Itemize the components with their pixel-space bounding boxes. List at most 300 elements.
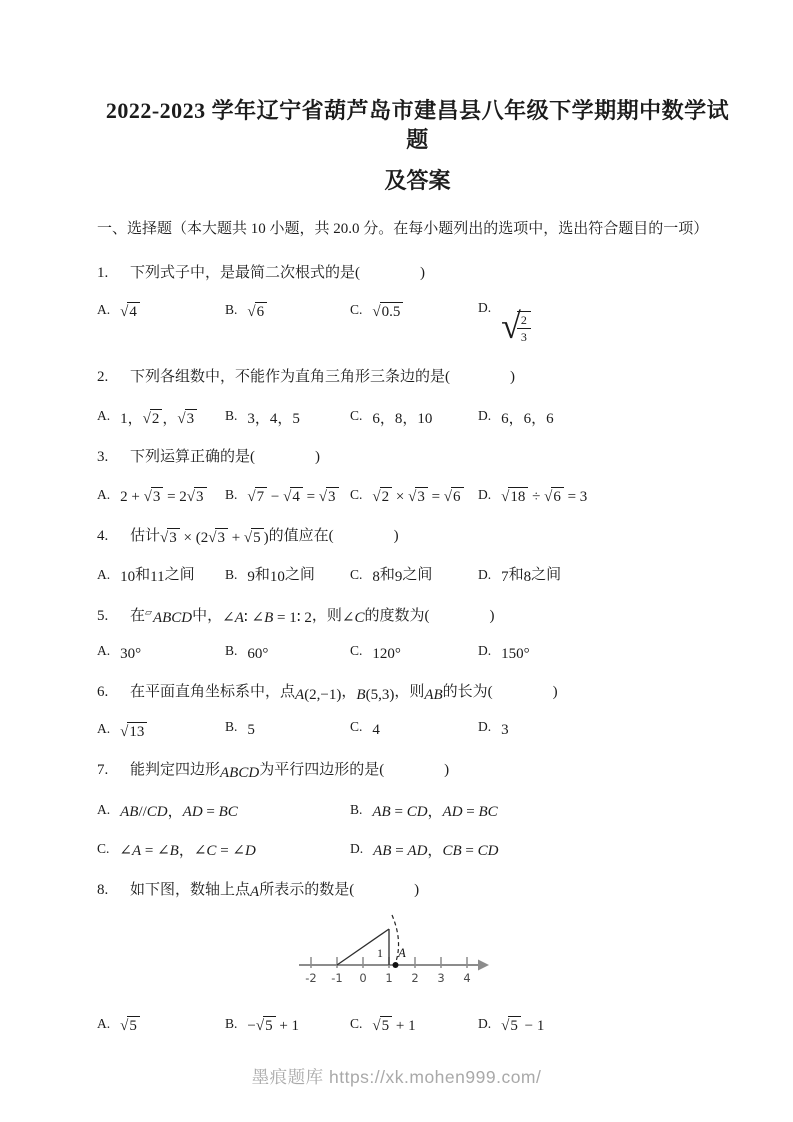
option-content — [372, 404, 432, 425]
math-run: + 1 — [392, 1018, 416, 1035]
radicand: 5 — [251, 528, 264, 547]
sqrt-expr — [144, 489, 164, 505]
radical-sign: √ — [255, 1018, 265, 1035]
math-run: = — [302, 489, 319, 506]
options-row — [97, 1014, 738, 1033]
options-row — [97, 643, 738, 660]
option-content — [247, 643, 268, 660]
option-d — [478, 404, 738, 425]
option-content — [120, 1014, 140, 1033]
sqrt-expr — [501, 1018, 521, 1034]
option-label: A. — [97, 301, 111, 317]
text-run: 之间 — [402, 566, 433, 583]
radicand: 3 — [415, 487, 428, 506]
question-6 — [97, 681, 738, 738]
sqrt-expr — [501, 489, 528, 505]
radicand: 4 — [127, 302, 140, 321]
option-d — [478, 300, 738, 345]
question-number: 2. — [97, 369, 109, 386]
options-row — [97, 404, 738, 425]
math-run: 9 — [394, 569, 403, 586]
radicand: 5 — [508, 1016, 521, 1035]
question-stem — [97, 879, 738, 902]
text-run: ， — [341, 684, 357, 701]
text-run: 中， — [192, 607, 223, 624]
option-d — [478, 719, 738, 736]
text-run: 在平面直角坐标系中，点 — [130, 684, 296, 701]
page-title: 2022-2023 学年辽宁省葫芦岛市建昌县八年级下学期期中数学试题 — [105, 98, 730, 152]
text-run: 和 — [135, 566, 151, 583]
math-run: ∠A = ∠B，∠C = ∠D — [119, 843, 256, 860]
math-run: − — [267, 489, 284, 506]
math-run: 30° — [120, 645, 142, 662]
math-run: ABCD — [220, 764, 260, 781]
radicand: 3 — [167, 528, 180, 547]
radical-sign: √ — [143, 489, 152, 506]
text-run: ，则 — [311, 607, 342, 624]
question-stem — [97, 446, 738, 469]
option-label: C. — [350, 486, 363, 502]
math-run: ， — [162, 410, 178, 427]
leg-label: 1 — [377, 945, 383, 960]
footer-watermark: 墨痕题库 https://xk.mohen999.com/ — [251, 1067, 542, 1087]
radicand: 3 — [215, 528, 228, 547]
math-run: ABCD — [152, 610, 193, 627]
radicand: 3 — [326, 487, 339, 506]
text-run: 的值应在( ) — [268, 527, 399, 544]
option-content — [247, 404, 300, 425]
math-run: B(5,3) — [356, 686, 395, 703]
sqrt-expr — [444, 489, 464, 505]
question-stem-text — [130, 684, 558, 703]
question-number: 7. — [97, 762, 109, 779]
option-a — [97, 404, 225, 425]
option-label: A. — [97, 408, 111, 424]
option-label: B. — [225, 408, 238, 424]
option-c — [350, 404, 478, 425]
number-line-svg — [295, 910, 520, 994]
radicand: 6 — [451, 487, 464, 506]
option-a — [97, 643, 225, 660]
radical-sign: √ — [208, 530, 217, 547]
radical-sign: √ — [247, 304, 256, 321]
option-label: A. — [97, 566, 111, 582]
option-b — [225, 719, 350, 736]
option-a — [97, 300, 225, 319]
question-stem — [97, 262, 738, 285]
option-a — [97, 563, 225, 584]
math-run: 60° — [247, 645, 269, 662]
question-stem-text — [130, 606, 495, 627]
question-stem-text — [130, 369, 515, 385]
radical-sign: √ — [372, 489, 381, 506]
option-a — [97, 719, 225, 738]
radicand: 3 — [185, 409, 198, 428]
radical-sign: √ — [243, 530, 253, 547]
math-run: 5 — [247, 721, 255, 738]
radicand: 13 — [127, 722, 147, 741]
radicand: 3 — [151, 487, 164, 506]
sqrt-expr — [120, 304, 140, 320]
radicand: 2 — [150, 409, 163, 428]
sqrt-expr — [208, 530, 228, 546]
radical-sign: √ — [186, 489, 196, 506]
text-run: 所表示的数是( ) — [259, 881, 420, 898]
sqrt-expr — [187, 489, 207, 505]
option-content — [372, 798, 497, 819]
radicand: 3 — [194, 487, 207, 506]
option-c — [350, 300, 478, 319]
math-run: 9 — [247, 569, 255, 586]
options-row — [97, 719, 738, 738]
fraction — [517, 311, 531, 345]
question-8 — [97, 879, 738, 1033]
option-label: A. — [97, 721, 111, 737]
option-content — [501, 563, 561, 584]
option-label: A. — [97, 801, 111, 817]
option-label: C. — [350, 643, 363, 659]
option-label: C. — [350, 566, 363, 582]
math-run: = 2 — [163, 489, 187, 506]
option-label: D. — [350, 840, 364, 856]
option-label: B. — [225, 719, 238, 735]
math-run: × — [392, 489, 409, 506]
option-c — [97, 837, 350, 858]
math-run: × (2 — [179, 530, 209, 547]
sqrt-expr — [283, 489, 303, 505]
text-run: 的度数为( ) — [364, 607, 495, 624]
option-content — [120, 300, 140, 319]
question-stem-text — [130, 528, 399, 547]
option-label: B. — [225, 1015, 238, 1031]
radical-sign: √ — [443, 489, 453, 506]
radical-sign: √ — [372, 1018, 381, 1035]
sqrt-expr — [244, 530, 264, 546]
option-content — [247, 300, 267, 319]
question-7 — [97, 759, 738, 860]
fraction-numerator: 2 — [517, 312, 531, 329]
option-label: A. — [97, 486, 111, 502]
option-c — [350, 719, 478, 736]
option-a — [97, 1014, 225, 1033]
option-content — [501, 719, 509, 736]
option-label: B. — [225, 566, 238, 582]
radical-sign: √ — [501, 305, 521, 346]
math-run: 4 — [372, 721, 380, 738]
options-row — [97, 485, 738, 504]
text-run: 之间 — [284, 566, 315, 583]
option-label: D. — [478, 486, 492, 502]
option-a — [97, 485, 225, 504]
question-number: 4. — [97, 527, 109, 544]
math-run: AB — [424, 686, 443, 703]
radical-sign: √ — [318, 489, 328, 506]
option-c — [350, 485, 478, 504]
question-stem-text — [130, 449, 320, 465]
option-content — [247, 485, 338, 504]
option-label: D. — [478, 719, 492, 735]
axis-tick-label: 4 — [463, 970, 471, 985]
option-content — [247, 719, 255, 736]
option-content — [373, 837, 498, 858]
page-content — [97, 0, 738, 1033]
options-row — [97, 798, 738, 858]
question-stem — [97, 759, 738, 782]
radical-sign: √ — [177, 410, 186, 427]
text-run: 如下图，数轴上点 — [130, 881, 251, 898]
option-label: C. — [350, 719, 363, 735]
parallelogram-symbol: ▱ — [145, 606, 152, 617]
point-a-dot — [393, 962, 399, 968]
sqrt-expr — [408, 489, 428, 505]
sqrt-expr — [120, 1018, 140, 1034]
radicand: 5 — [263, 1016, 276, 1035]
math-run: A(2,−1) — [295, 686, 342, 703]
sqrt-fraction-expr — [501, 305, 531, 346]
option-content — [501, 300, 531, 345]
sqrt-expr — [256, 1018, 276, 1034]
option-content — [372, 485, 463, 504]
math-run: 10 — [269, 569, 285, 586]
math-run: 7 — [501, 569, 509, 586]
axis-tick-label: 3 — [437, 970, 445, 985]
radical-sign: √ — [247, 489, 256, 506]
option-label: B. — [225, 643, 238, 659]
radical-sign: √ — [120, 1018, 129, 1035]
text-run: 为平行四边形的是( ) — [259, 762, 450, 779]
option-b — [225, 643, 350, 660]
sqrt-expr — [372, 304, 403, 320]
math-run: 150° — [501, 645, 530, 662]
sqrt-expr — [544, 489, 564, 505]
math-run: ∠A∶ ∠B = 1∶ 2 — [222, 610, 312, 627]
question-stem-text — [130, 762, 449, 781]
option-content — [247, 563, 315, 584]
radicand: 7 — [255, 487, 268, 506]
text-run: 和 — [254, 566, 270, 583]
question-1 — [97, 262, 738, 346]
text-run: 之间 — [164, 566, 195, 583]
radical-sign: √ — [408, 489, 417, 506]
math-run: 6，8，10 — [372, 410, 433, 427]
option-b — [225, 404, 350, 425]
radical-sign: √ — [283, 489, 292, 506]
math-run: A — [250, 884, 260, 901]
page-title-line2: 及答案 — [384, 168, 451, 194]
sqrt-expr — [247, 304, 267, 320]
question-number: 6. — [97, 684, 109, 701]
option-c — [350, 643, 478, 660]
axis-tick-label: 2 — [411, 970, 419, 985]
radicand: 6 — [551, 487, 564, 506]
question-number: 5. — [97, 607, 109, 624]
sqrt-expr — [319, 489, 339, 505]
option-b — [350, 798, 738, 819]
option-label: C. — [350, 408, 363, 424]
section-heading: 一、选择题（本大题共 10 小题，共 20.0 分。在每小题列出的选项中，选出符合题目的一项） — [97, 220, 709, 237]
math-run: 11 — [150, 569, 165, 586]
option-content — [120, 719, 147, 738]
math-run: 3，4，5 — [247, 410, 300, 427]
option-label: B. — [350, 801, 363, 817]
radical-sign: √ — [120, 723, 129, 740]
text-run: 下列式子中，是最简二次根式的是( ) — [130, 264, 425, 281]
math-run: 10 — [120, 569, 136, 586]
text-run: 在 — [130, 607, 146, 624]
option-label: C. — [350, 301, 363, 317]
math-run: + 1 — [275, 1018, 300, 1035]
option-content — [120, 485, 206, 504]
axis-tick-label: 1 — [385, 970, 393, 985]
text-run: 能判定四边形 — [130, 762, 221, 779]
math-run: ∠C — [341, 610, 365, 627]
option-content — [120, 643, 141, 660]
option-label: C. — [97, 840, 110, 856]
options-row — [97, 300, 738, 345]
question-number: 3. — [97, 449, 109, 466]
radical-sign: √ — [160, 530, 169, 547]
math-run: AB = AD，CB = CD — [373, 843, 499, 860]
math-run: ÷ — [528, 489, 545, 506]
option-a — [97, 798, 350, 819]
math-run: 6，6，6 — [501, 410, 554, 427]
math-run: = 3 — [563, 489, 588, 506]
text-run: 下列运算正确的是( ) — [130, 449, 320, 466]
option-content — [119, 837, 255, 858]
text-run: 的长为( ) — [442, 684, 558, 701]
radicand: 0.5 — [380, 302, 404, 321]
option-b — [225, 300, 350, 319]
math-run: AB//CD，AD = BC — [120, 804, 238, 821]
question-stem-text — [130, 882, 419, 901]
radical-sign: √ — [544, 489, 553, 506]
options-row — [97, 563, 738, 584]
option-c — [350, 1014, 478, 1033]
question-stem — [97, 366, 738, 389]
math-run: = — [427, 489, 444, 506]
questions-list — [97, 262, 738, 1033]
radicand: 6 — [255, 302, 268, 321]
radical-sign: √ — [142, 410, 151, 427]
sqrt-expr — [160, 530, 180, 546]
question-5 — [97, 605, 738, 660]
math-run: 1， — [120, 410, 143, 427]
radical-sign: √ — [372, 304, 381, 321]
radical-sign: √ — [501, 1018, 510, 1035]
option-content — [120, 798, 238, 819]
option-content — [501, 643, 530, 660]
option-content — [372, 719, 380, 736]
axis-tick-label: -2 — [305, 970, 317, 985]
sqrt-expr — [143, 411, 163, 427]
text-run: 估计 — [130, 527, 161, 544]
option-content — [372, 1014, 415, 1033]
text-run: 和 — [508, 566, 524, 583]
math-run: − 1 — [520, 1018, 545, 1035]
question-2 — [97, 366, 738, 425]
math-run: 8 — [523, 569, 532, 586]
option-content — [247, 1014, 299, 1033]
math-run: AB = CD，AD = BC — [372, 804, 498, 821]
option-content — [120, 563, 194, 584]
question-stem-text — [130, 265, 425, 281]
sqrt-expr — [120, 724, 147, 740]
option-c — [350, 563, 478, 584]
math-run: − — [247, 1018, 256, 1035]
math-run: 2 + — [120, 489, 144, 506]
math-run: 3 — [501, 721, 509, 738]
radicand: 5 — [380, 1016, 393, 1035]
option-b — [225, 563, 350, 584]
fraction-denominator: 3 — [520, 329, 527, 344]
option-label: D. — [478, 643, 492, 659]
option-d — [478, 643, 738, 660]
radicand: 4 — [290, 487, 303, 506]
radical-sign: √ — [501, 489, 510, 506]
option-content — [501, 485, 587, 504]
question-stem — [97, 525, 738, 548]
question-stem — [97, 605, 738, 628]
option-label: D. — [478, 408, 492, 424]
option-b — [225, 485, 350, 504]
option-b — [225, 1014, 350, 1033]
radical-sign: √ — [120, 304, 129, 321]
option-label: D. — [478, 1015, 492, 1031]
question-stem — [97, 681, 738, 704]
text-run: ，则 — [394, 684, 425, 701]
option-content — [372, 643, 401, 660]
option-label: A. — [97, 1015, 111, 1031]
option-label: D. — [478, 299, 492, 315]
sqrt-expr — [247, 489, 267, 505]
sqrt-expr — [372, 489, 392, 505]
text-run: 下列各组数中，不能作为直角三角形三条边的是( ) — [130, 369, 515, 386]
option-d — [478, 485, 738, 504]
question-number: 1. — [97, 264, 109, 281]
option-d — [350, 837, 738, 858]
question-3 — [97, 446, 738, 506]
math-run: 120° — [372, 645, 401, 662]
option-content — [120, 404, 197, 425]
math-run: ) — [263, 530, 269, 547]
axis-tick-label: 0 — [359, 970, 367, 985]
math-run: + — [227, 530, 244, 547]
option-d — [478, 1014, 738, 1033]
sqrt-expr — [372, 1018, 392, 1034]
radicand: 5 — [127, 1016, 140, 1035]
math-run: 8 — [372, 569, 380, 586]
option-content — [501, 404, 554, 425]
number-line-figure — [295, 910, 738, 999]
option-label: C. — [350, 1015, 363, 1031]
option-content — [372, 563, 432, 584]
axis-tick-label: -1 — [331, 970, 343, 985]
option-content — [372, 300, 403, 319]
text-run: 和 — [379, 566, 395, 583]
point-a-label: A — [398, 945, 406, 960]
option-label: B. — [225, 486, 238, 502]
question-number: 8. — [97, 881, 109, 898]
option-content — [501, 1014, 544, 1033]
radicand: 18 — [508, 487, 528, 506]
text-run: 之间 — [531, 566, 562, 583]
option-label: B. — [225, 301, 238, 317]
option-label: A. — [97, 643, 111, 659]
question-4 — [97, 525, 738, 584]
option-d — [478, 563, 738, 584]
option-label: D. — [478, 566, 492, 582]
radicand: 2 — [380, 487, 393, 506]
